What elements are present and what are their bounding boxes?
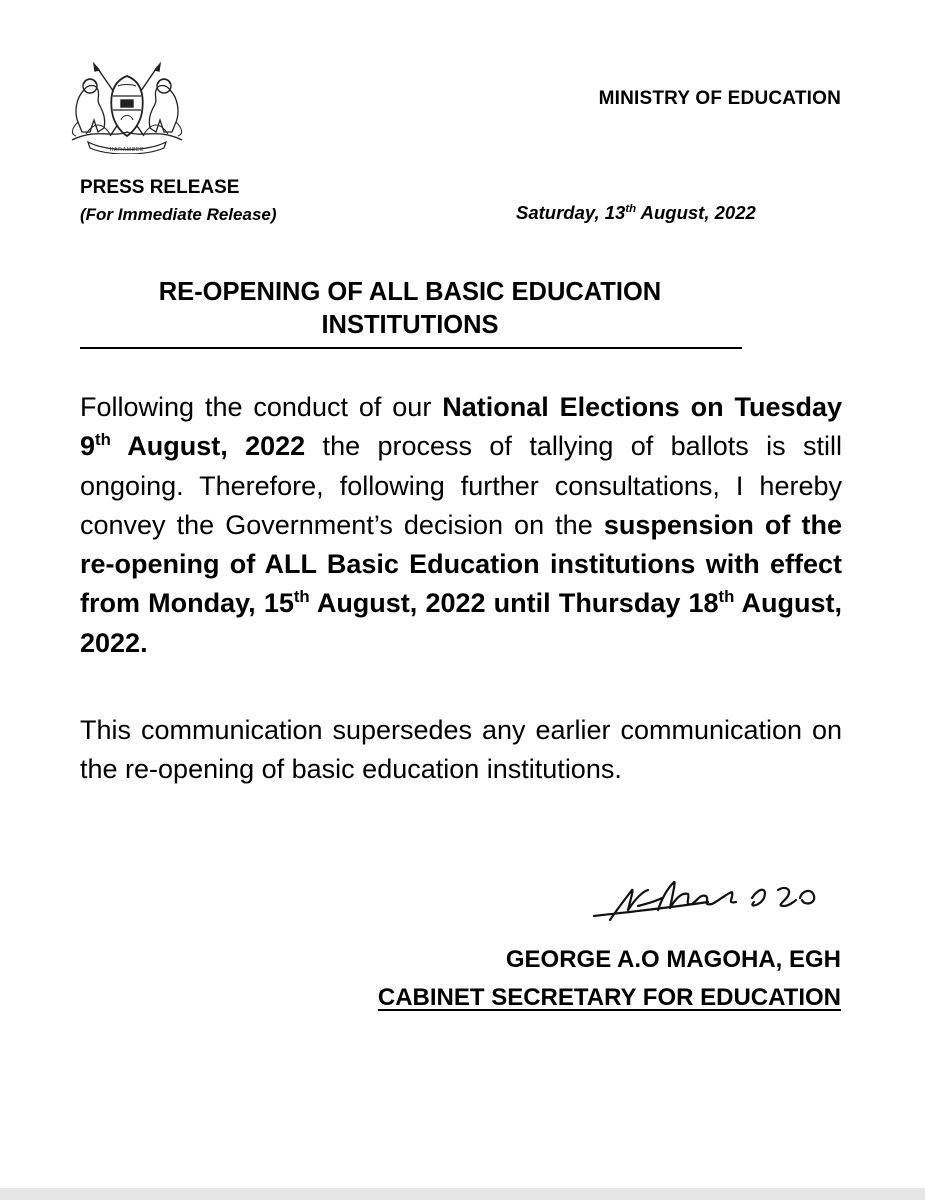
immediate-release-label: (For Immediate Release) — [80, 205, 277, 224]
page-title — [80, 276, 740, 342]
signatory-name: GEORGE A.O MAGOHA, EGH — [505, 946, 841, 973]
kenya-coat-of-arms-icon — [66, 62, 188, 154]
title-line-2: INSTITUTIONS — [321, 311, 499, 339]
body-paragraph-1: Following the conduct of our National Elections on Tuesday 9th August, 2022 the process of tallying of ballots is still ongoing. Therefore, following further consultations, I hereby convey the Government’s decision on the suspension of the re-opening of ALL Basic Education institutions with effect from Monday, 15th August, 2022 until Thursday 18th August, 2022. — [80, 392, 843, 658]
body-paragraph-2: This communication supersedes any earlier communication on the re-opening of basic education institutions. — [80, 715, 842, 785]
release-date: Saturday, 13th August, 2022 — [516, 202, 756, 223]
signatory-designation: CABINET SECRETARY FOR EDUCATION — [377, 984, 841, 1011]
svg-text:HARAMBEE: HARAMBEE — [109, 147, 145, 153]
title-line-1: RE-OPENING OF ALL BASIC EDUCATION — [158, 278, 662, 306]
page-bottom-edge — [0, 1188, 925, 1200]
handwritten-signature — [588, 868, 858, 928]
press-release-label: PRESS RELEASE — [80, 177, 240, 198]
ministry-name: MINISTRY OF EDUCATION — [598, 88, 841, 109]
title-underline — [80, 347, 742, 349]
